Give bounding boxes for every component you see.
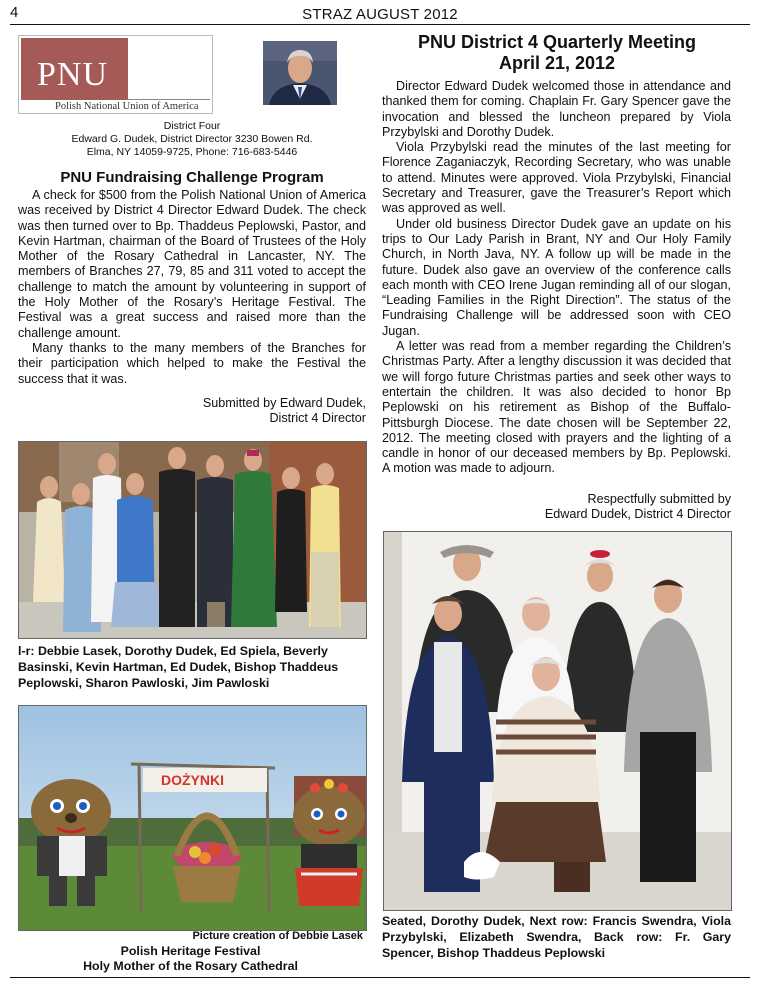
signature-line: Edward Dudek, District 4 Director <box>544 507 731 522</box>
meeting-paragraph: Director Edward Dudek welcomed those in attendance and thanked them for coming. Chaplain Fr. Gary Spencer gave the invocation and blessed the luncheon prepared by Viola Przybylski and Dorothy Dudek. <box>382 79 731 139</box>
logo-text: PNU <box>36 56 109 93</box>
meeting-photo-caption: Seated, Dorothy Dudek, Next row: Francis Swendra, Viola Przybylski, Elizabeth Swendra, Back row: Fr. Gary Spencer, Bishop Thaddeus Peplowski <box>382 914 731 960</box>
meeting-heading <box>382 32 732 74</box>
festival-sign-text: DOŻYNKI <box>161 772 224 788</box>
publication-title: STRAZ AUGUST 2012 <box>302 6 458 23</box>
group-photo <box>18 441 367 639</box>
group-photo-caption: l-r: Debbie Lasek, Dorothy Dudek, Ed Spiela, Beverly Basinski, Kevin Hartman, Ed Dudek, Bishop Thaddeus Peplowski, Sharon Pawloski, Jim Pawloski <box>18 644 339 690</box>
meeting-article <box>382 79 731 477</box>
district-line1: District Four <box>163 120 221 132</box>
pnu-logo <box>18 35 213 114</box>
director-portrait <box>263 41 337 105</box>
meeting-paragraph: A letter was read from a member regarding the Children’s Christmas Party. After a lengthy discussion it was decided that we will forgo future Christmas parties and seek other ways to entertain the children. It was also decided to honor Bp Peplowski on his retirement as Bishop of the Buffalo-Pittsburgh Diocese. The date chosen will be September 22, 2012. The meeting closed with prayers and the lighting of a candle in honor of our deceased members by Bp. Peplowski. A motion was made to adjourn. <box>382 339 731 476</box>
district-info <box>18 120 366 159</box>
festival-photo-credit: Picture creation of Debbie Lasek <box>192 930 363 942</box>
page-number: 4 <box>10 4 19 21</box>
header-rule <box>10 24 750 25</box>
district-line2: Edward G. Dudek, District Director 3230 Bowen Rd. <box>71 133 313 145</box>
meeting-paragraph: Viola Przybylski read the minutes of the last meeting for Florence Zaganiaczyk, Recording Secretary, who was unable to attend. Minutes were approved. Viola Przybylski, Financial Secretary and Treasurer, gave the Treasurer’s Report which was approved as well. <box>382 140 731 216</box>
logo-line <box>128 99 210 100</box>
fundraising-heading: PNU Fundraising Challenge Program <box>60 169 324 186</box>
signature-line: Submitted by Edward Dudek, <box>202 396 366 410</box>
meeting-photo <box>383 531 732 911</box>
meeting-title: PNU District 4 Quarterly Meeting <box>417 32 697 52</box>
meeting-signature <box>382 492 731 523</box>
district-line3: Elma, NY 14059-9725, Phone: 716-683-5446 <box>86 146 298 158</box>
fundraising-article <box>18 188 366 387</box>
fundraising-paragraph: A check for $500 from the Polish National Union of America was received by District 4 Director Edward Dudek. The check was then turned over to Bp. Thaddeus Peplowski, Pastor, and Kevin Hartman, chairman of the Board of Trustees of the Holy Mother of the Rosary Cathedral in Lancaster, NY. The members of Branches 27, 79, 85 and 311 voted to accept the challenge to match the amount by volunteering in support of the Holy Mother of the Rosary’s Heritage Festival. The Festival was a great success and raised more than the challenge amount. <box>18 188 366 340</box>
footer-rule <box>10 977 750 978</box>
meeting-date: April 21, 2012 <box>498 53 616 73</box>
signature-line: Respectfully submitted by <box>587 492 731 506</box>
caption-line: Holy Mother of the Rosary Cathedral <box>83 959 298 973</box>
fundraising-paragraph: Many thanks to the many members of the Branches for their participation which helped to make the Festival the success that it was. <box>18 340 366 386</box>
meeting-paragraph: Under old business Director Dudek gave an update on his trips to Our Lady Parish in Brant, NY and Our Holy Family Church, in North Java, NY. A follow up will be made in the future. Dudek also gave an overview of the conference calls each month with CEO Irene Jugan reminding all of our slogan, “Leading Families in the Right Direction”. The status of the Fundraising Challenge will be addressed soon with CEO Jugan. <box>382 216 731 338</box>
festival-photo-caption <box>18 944 363 974</box>
caption-line: Polish Heritage Festival <box>120 944 261 958</box>
festival-photo <box>18 705 367 931</box>
logo-subtitle: Polish National Union of America <box>55 101 199 112</box>
fundraising-signature <box>18 396 366 427</box>
signature-line: District 4 Director <box>269 411 366 426</box>
